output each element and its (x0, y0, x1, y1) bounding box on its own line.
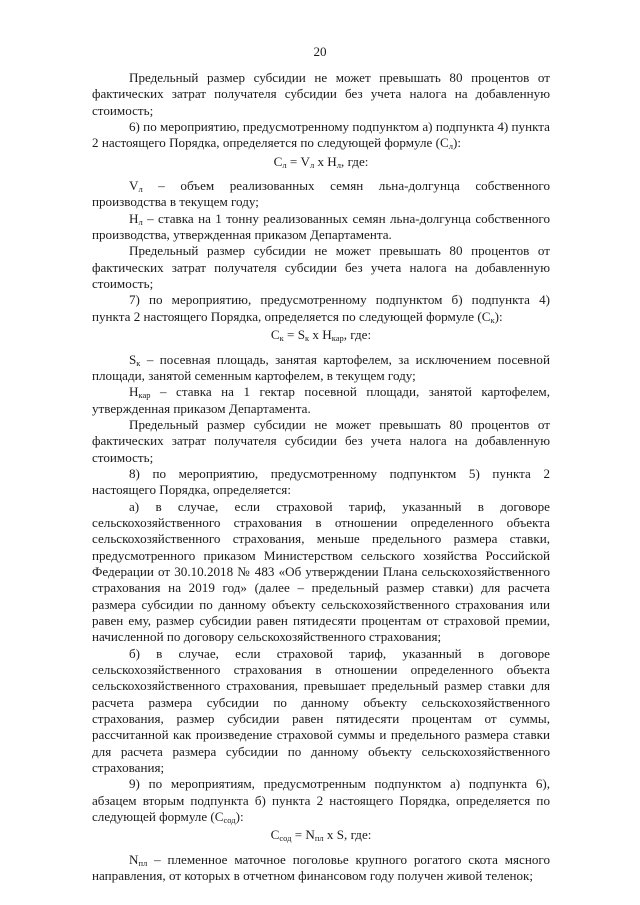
paragraph-item-9: 9) по мероприятиям, предусмотренным подпунктом а) подпункта 6), абзацем вторым подпункта б) пункта 2 настоящего Порядка, определяется по следующей формуле $(С_{сод})$: (92, 776, 550, 826)
definition-v-flax: $V_л$ – объем реализованных семян льна-долгунца собственного производства в текущем году; (92, 178, 550, 210)
formula-flax: $С_л = V_л$ x $Н_л$, где: (273, 153, 369, 170)
formula-potato: $С_к = S_к$ x $Н_{кар}$, где: (270, 327, 372, 344)
page-number: 20 (313, 44, 327, 59)
paragraph-item-8: 8) по мероприятию, предусмотренному подпунктом 5) пункта 2 настоящего Порядка, определяется: (92, 465, 550, 498)
definition-livestock: $N_{пл}$ – племенное маточное поголовье крупного рогатого скота мясного направления, от которых в отчетном финансовом году получен живой теленок; (92, 851, 550, 884)
document-body (92, 70, 550, 885)
paragraph-item-8b: б) в случае, если страховой тариф, указанный в договоре сельскохозяйственного страхования в отношении определенного объекта сельскохозяйственного страхования, превышает предельный размер ставки для расчета размера субсидии по данному объекту сельскохозяйственного страхования, размер субсидии равен пятидесяти процентам от суммы, рассчитанной как произведение страховой суммы и предельного размера ставки для расчета размера субсидии по данному объекту сельскохозяйственного страхования; (92, 645, 550, 776)
paragraph-item-6: 6) по мероприятию, предусмотренному подпунктом а) подпункта 4) пункта 2 настоящего Порядка, определяется по следующей формуле $(С_л)$: (92, 119, 550, 152)
definition-rate-potato: $Н_{кар}$ – ставка на 1 гектар посевной площади, занятой картофелем, утвержденная приказом Департамента. (92, 384, 550, 416)
paragraph-item-7: 7) по мероприятию, предусмотренному подпунктом б) подпункта 4) пункта 2 настоящего Порядка, определяется по следующей формуле $(С_к)$: (92, 292, 550, 325)
definition-area-potato: $S_к$ – посевная площадь, занятая картофелем, за исключением посевной площади, занятой семенным картофелем, в текущем году; (92, 351, 550, 383)
formula-cattle: $С_{сод} = N_{пл}$ x S, где: (270, 827, 372, 844)
paragraph-subsidy-limit-2: Предельный размер субсидии не может превышать 80 процентов от фактических затрат получателя субсидии без учета налога на добавленную стоимость; (92, 243, 550, 292)
definition-rate-flax: $Н_л$ – ставка на 1 тонну реализованных семян льна-долгунца собственного производства, утвержденная приказом Департамента. (92, 210, 550, 243)
paragraph-item-8a: а) в случае, если страховой тариф, указанный в договоре сельскохозяйственного страхования в отношении определенного объекта сельскохозяйственного страхования, меньше предельного размера ставки, предусмотренного приказом Министерством сельского хозяйства Российской Федерации от 30.10.2018 № 483 «Об утверждении Плана сельскохозяйственного страхования на 2019 год» (далее – предельный размер ставки) для расчета размера субсидии по данному объекту сельскохозяйственного страхования или равен ему, размер субсидии равен пятидесяти процентам от страховой премии, начисленной по договору сельскохозяйственного страхования; (92, 498, 550, 645)
paragraph-subsidy-limit-1: Предельный размер субсидии не может превышать 80 процентов от фактических затрат получателя субсидии без учета налога на добавленную стоимость; (92, 70, 550, 118)
paragraph-subsidy-limit-3: Предельный размер субсидии не может превышать 80 процентов от фактических затрат получателя субсидии без учета налога на добавленную стоимость; (92, 416, 550, 465)
